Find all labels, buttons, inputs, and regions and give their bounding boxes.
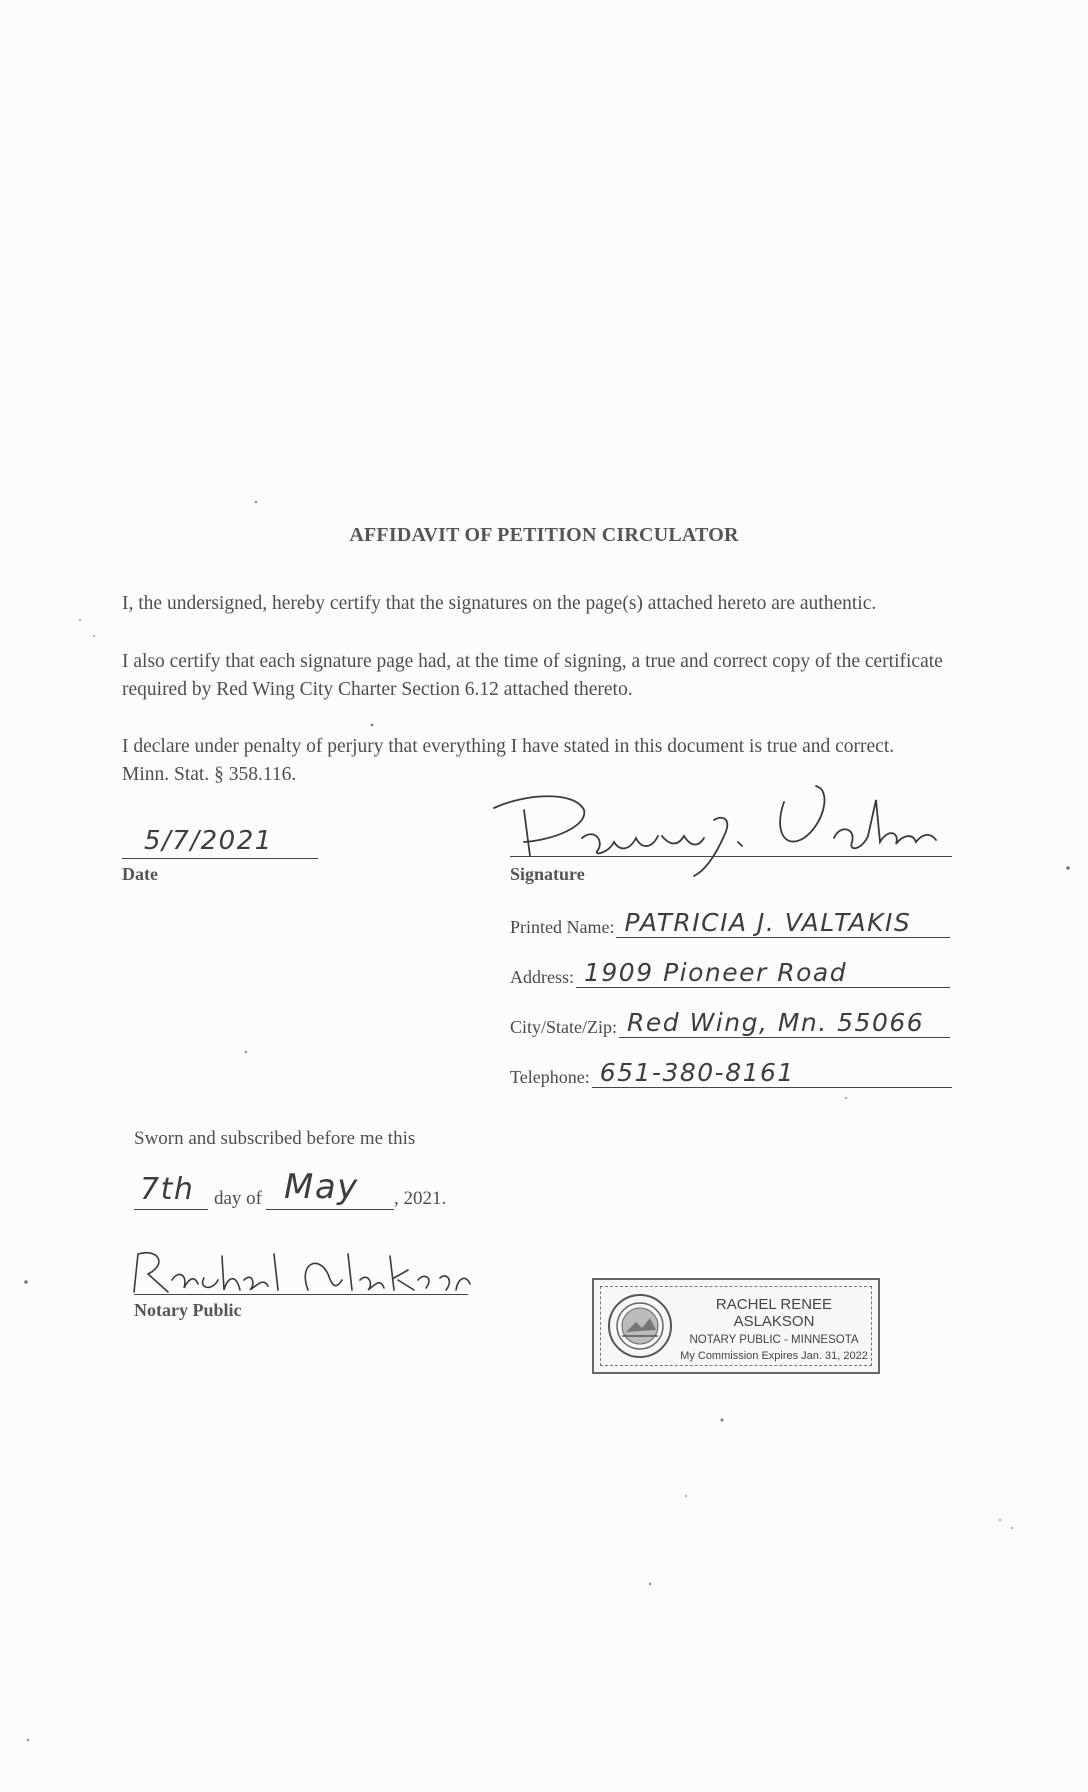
- notary-stamp: [592, 1278, 880, 1374]
- notary-signature: [128, 1244, 478, 1300]
- telephone-field: [510, 1058, 952, 1088]
- telephone-value: 651-380-8161: [599, 1058, 795, 1087]
- printed-name-label: Printed Name:: [510, 917, 615, 937]
- signature-line: [510, 856, 952, 857]
- notary-public-label: Notary Public: [134, 1300, 242, 1320]
- date-field: [122, 822, 318, 859]
- sworn-date-row: [134, 1167, 447, 1210]
- telephone-line: [592, 1053, 952, 1088]
- day-value: 7th: [140, 1172, 195, 1207]
- city-state-zip-field: [510, 1008, 950, 1038]
- address-line: [576, 953, 950, 988]
- stamp-expiration: My Commission Expires Jan. 31, 2022: [680, 1350, 868, 1362]
- signature-label: Signature: [510, 864, 585, 884]
- certificate-statement: I also certify that each signature page had, at the time of signing, a true and correct copy of the certificate required by Red Wing City Charter Section 6.12 attached thereto.: [122, 651, 943, 700]
- date-value: 5/7/2021: [144, 826, 273, 856]
- printed-name-line: [616, 903, 950, 938]
- day-of-text: day of: [214, 1188, 263, 1209]
- state-seal-icon: [606, 1292, 674, 1360]
- telephone-label: Telephone:: [510, 1067, 590, 1087]
- printed-name-field: [510, 908, 950, 938]
- stamp-notary-title: NOTARY PUBLIC - MINNESOTA: [689, 1334, 859, 1346]
- day-blank: [134, 1171, 208, 1210]
- address-field: [510, 958, 950, 988]
- authenticity-statement: I, the undersigned, hereby certify that the signatures on the page(s) attached hereto are authentic.: [122, 593, 877, 614]
- year-text: , 2021.: [394, 1188, 447, 1209]
- address-label: Address:: [510, 967, 574, 987]
- city-state-zip-label: City/State/Zip:: [510, 1017, 617, 1037]
- city-state-zip-value: Red Wing, Mn. 55066: [627, 1008, 925, 1037]
- sworn-statement: Sworn and subscribed before me this: [134, 1128, 416, 1149]
- printed-name-value: PATRICIA J. VALTAKIS: [624, 908, 912, 937]
- month-value: May: [284, 1167, 359, 1207]
- perjury-text: I declare under penalty of perjury that everything I have stated in this document is true and correct.: [122, 736, 895, 757]
- city-state-zip-line: [619, 1003, 950, 1038]
- date-label: Date: [122, 864, 158, 884]
- stamp-notary-name: RACHEL RENEE ASLAKSON: [715, 1296, 833, 1330]
- document-title: AFFIDAVIT OF PETITION CIRCULATOR: [349, 524, 739, 546]
- stamp-text: [676, 1296, 872, 1362]
- notary-signature-line: [134, 1294, 468, 1295]
- month-blank: [266, 1167, 394, 1210]
- statute-citation: Minn. Stat. § 358.116.: [122, 764, 297, 785]
- address-value: 1909 Pioneer Road: [584, 958, 848, 987]
